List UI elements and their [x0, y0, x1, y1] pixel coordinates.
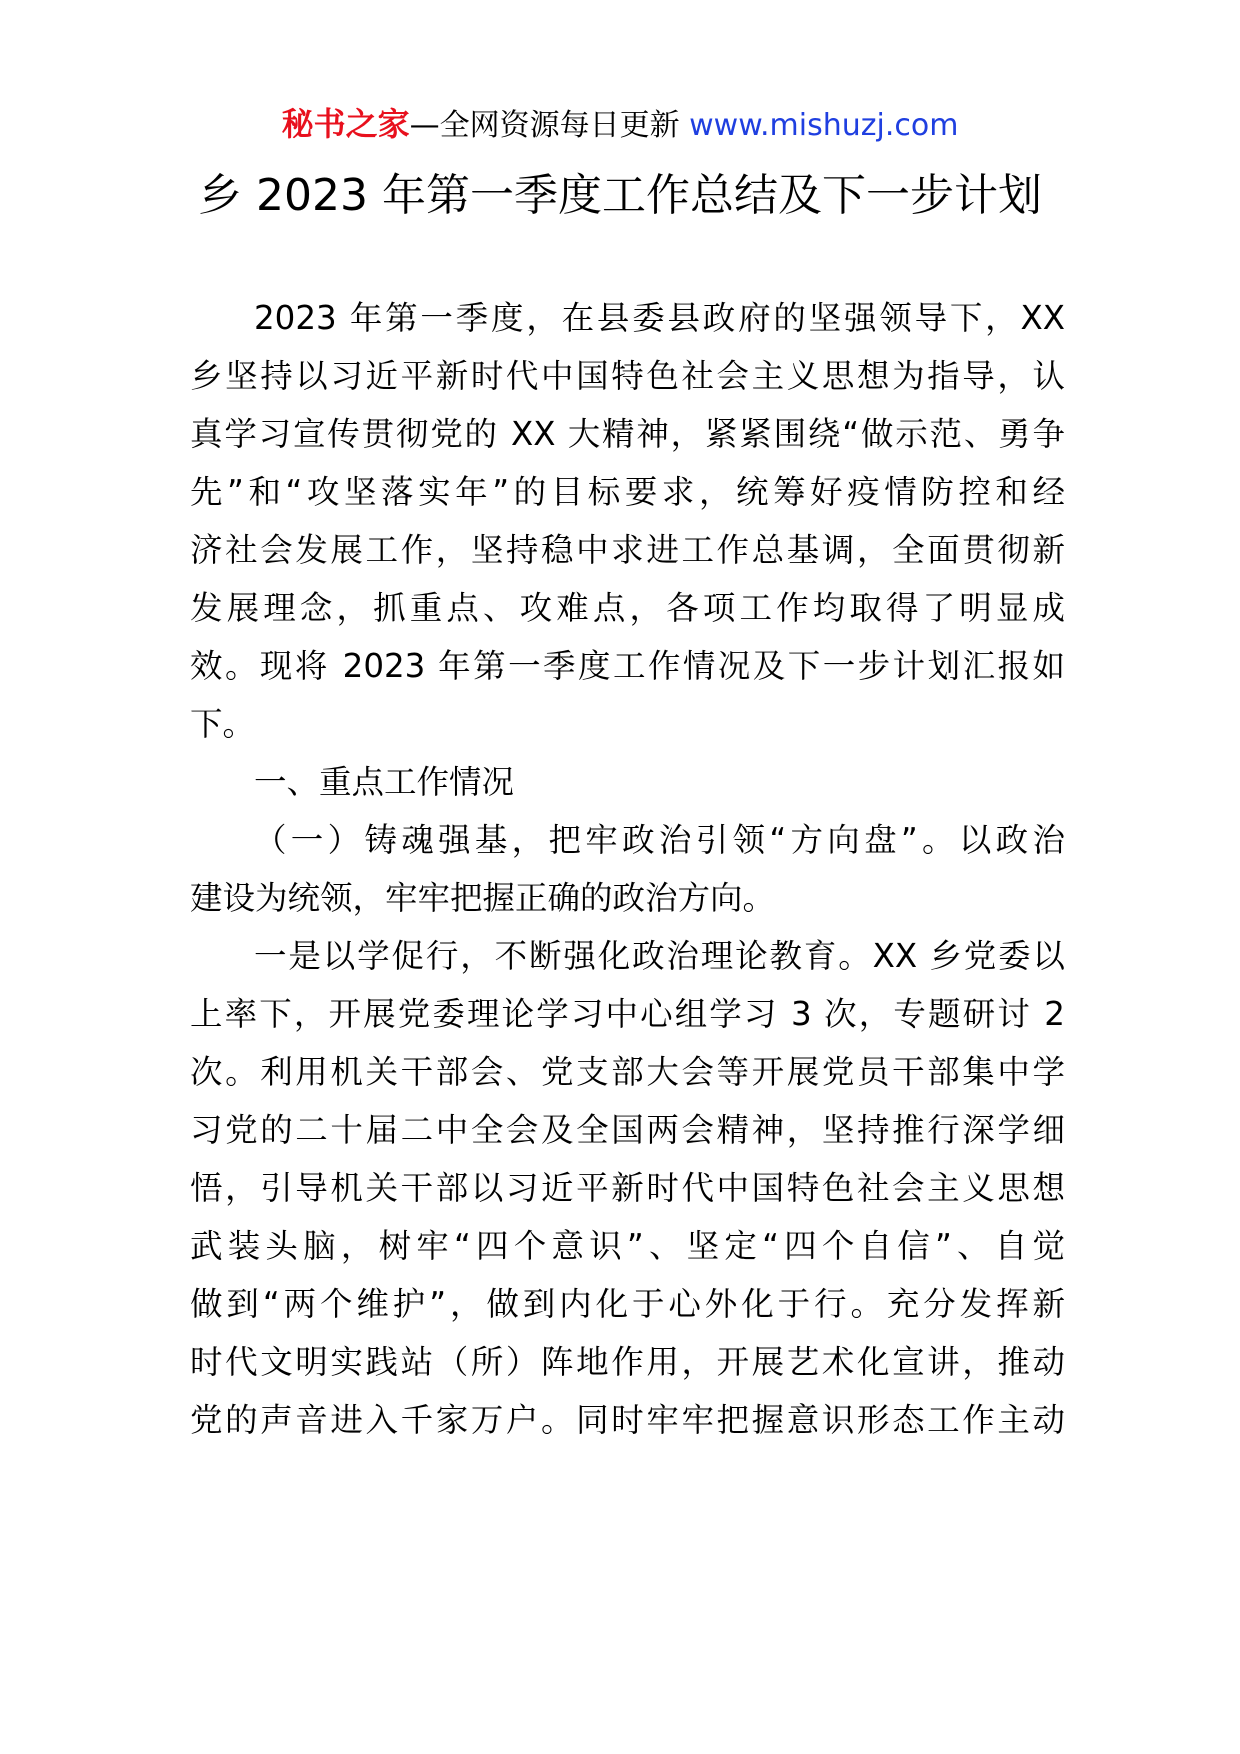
body-line: 发展理念，抓重点、攻难点，各项工作均取得了明显成 — [190, 589, 1065, 627]
body-line: 真学习宣传贯彻党的 XX 大精神，紧紧围绕“做示范、勇争 — [190, 415, 1065, 453]
body-line: 一是以学促行，不断强化政治理论教育。XX 乡党委以 — [254, 937, 1065, 975]
site-watermark — [0, 104, 1240, 146]
body-line: 习党的二十届二中全会及全国两会精神，坚持推行深学细 — [190, 1111, 1065, 1149]
body-line: 2023 年第一季度，在县委县政府的坚强领导下，XX — [254, 299, 1065, 337]
watermark-tagline: —全网资源每日更新 — [409, 108, 680, 143]
body-line: 建设为统领，牢牢把握正确的政治方向。 — [190, 879, 776, 917]
body-line: 济社会发展工作，坚持稳中求进工作总基调，全面贯彻新 — [190, 531, 1065, 569]
body-line: 先”和“攻坚落实年”的目标要求，统筹好疫情防控和经 — [190, 473, 1065, 511]
watermark-brand: 秘书之家 — [281, 105, 410, 143]
body-line: 乡坚持以习近平新时代中国特色社会主义思想为指导，认 — [190, 357, 1065, 395]
body-line: 效。现将 2023 年第一季度工作情况及下一步计划汇报如 — [190, 647, 1065, 685]
body-line: （一）铸魂强基，把牢政治引领“方向盘”。以政治 — [254, 821, 1065, 859]
body-line: 上率下，开展党委理论学习中心组学习 3 次，专题研讨 2 — [190, 995, 1065, 1033]
section-heading: 一、重点工作情况 — [254, 763, 515, 801]
body-line: 下。 — [190, 705, 256, 743]
document-title: 乡 2023 年第一季度工作总结及下一步计划 — [198, 170, 1042, 221]
body-line: 时代文明实践站（所）阵地作用，开展艺术化宣讲，推动 — [190, 1343, 1065, 1381]
body-line: 武装头脑，树牢“四个意识”、坚定“四个自信”、自觉 — [190, 1227, 1065, 1265]
body-line: 做到“两个维护”，做到内化于心外化于行。充分发挥新 — [190, 1285, 1065, 1323]
body-line: 党的声音进入千家万户。同时牢牢把握意识形态工作主动 — [190, 1401, 1065, 1439]
body-line: 次。利用机关干部会、党支部大会等开展党员干部集中学 — [190, 1053, 1065, 1091]
watermark-url[interactable]: www.mishuzj.com — [689, 108, 959, 143]
body-line: 悟，引导机关干部以习近平新时代中国特色社会主义思想 — [190, 1169, 1065, 1207]
